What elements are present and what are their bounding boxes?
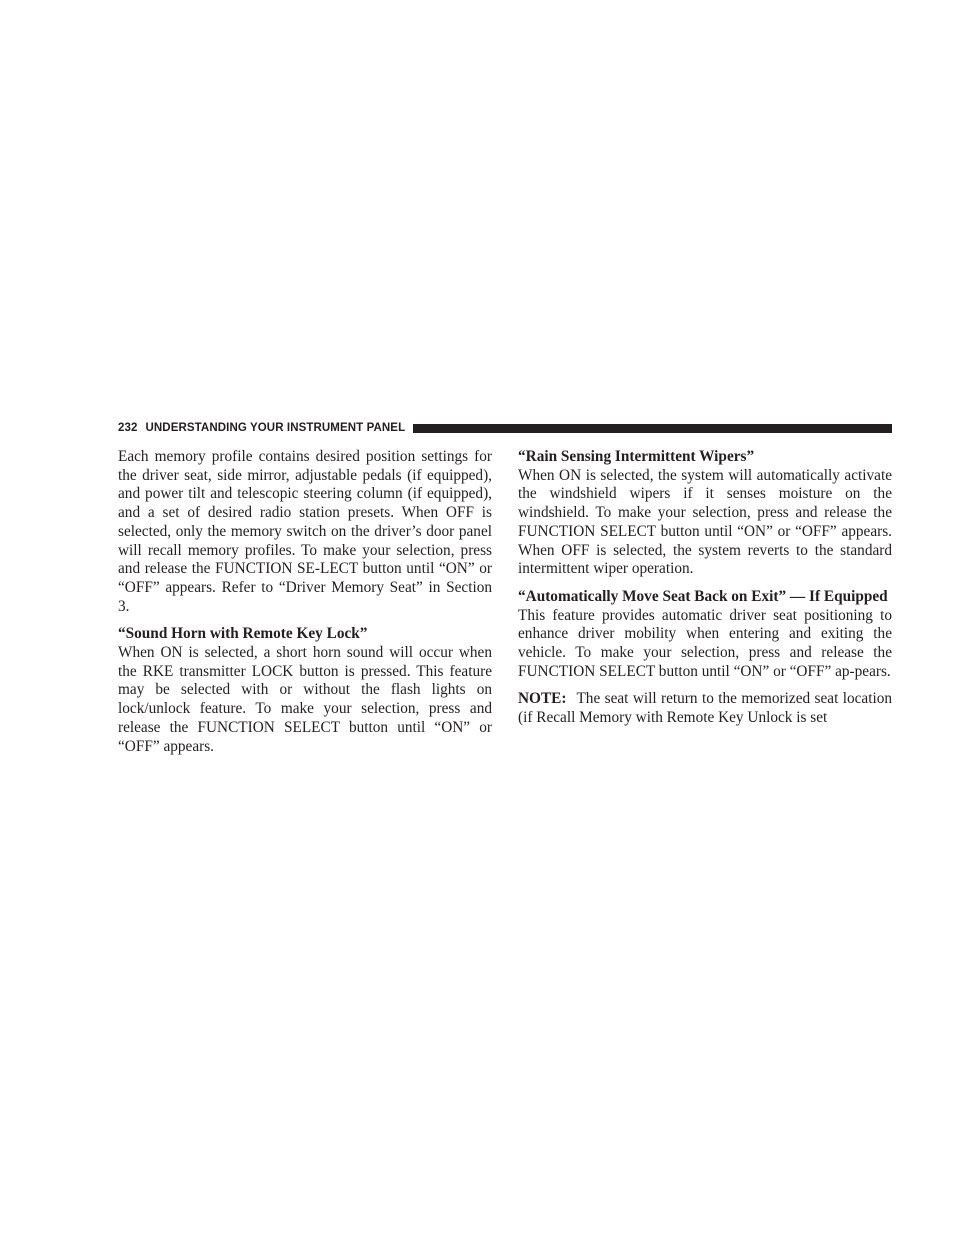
note-text: The seat will return to the memorized seat location (if Recall Memory with Remote Key Unlock is set bbox=[518, 690, 892, 727]
rain-sensing-heading: “Rain Sensing Intermittent Wipers” bbox=[518, 448, 755, 465]
header-rule bbox=[413, 424, 892, 433]
move-seat-heading: “Automatically Move Seat Back on Exit” — If Equipped bbox=[518, 587, 888, 605]
sound-horn-heading: “Sound Horn with Remote Key Lock” bbox=[118, 625, 368, 643]
note-paragraph bbox=[518, 690, 892, 727]
page-header bbox=[118, 420, 892, 436]
memory-profile-paragraph: Each memory profile contains desired position settings for the driver seat, side mirror, adjustable pedals (if equipped), and power tilt and telescopic steering column (if equipped), and a set of desired radio station presets. When OFF is selected, only the memory switch on the driver’s door panel will recall memory profiles. To make your selection, press and release the FUNCTION SE-LECT button until “ON” or “OFF” appears. Refer to “Driver Memory Seat” in Section 3. bbox=[118, 448, 492, 615]
section-title: UNDERSTANDING YOUR INSTRUMENT PANEL bbox=[145, 422, 406, 434]
rain-sensing-paragraph: When ON is selected, the system will automatically activate the windshield wipers if it senses moisture on the windshield. To make your selection, press and release the FUNCTION SELECT button until “ON” or “OFF” appears. When OFF is selected, the system reverts to the standard intermittent wiper operation. bbox=[518, 466, 892, 578]
left-column bbox=[118, 448, 492, 756]
move-seat-paragraph: This feature provides automatic driver seat positioning to enhance driver mobility when entering and exiting the vehicle. To make your selection, press and release the FUNCTION SELECT button until “ON” or “OFF” ap-pears. bbox=[518, 606, 892, 680]
right-column bbox=[518, 448, 892, 728]
note-label: NOTE: bbox=[518, 690, 567, 708]
sound-horn-paragraph: When ON is selected, a short horn sound will occur when the RKE transmitter LOCK button is pressed. This feature may be selected with or without the flash lights on lock/unlock feature. To make your selection, press and release the FUNCTION SELECT button until “ON” or “OFF” appears. bbox=[118, 644, 492, 755]
page-number: 232 bbox=[118, 422, 138, 434]
